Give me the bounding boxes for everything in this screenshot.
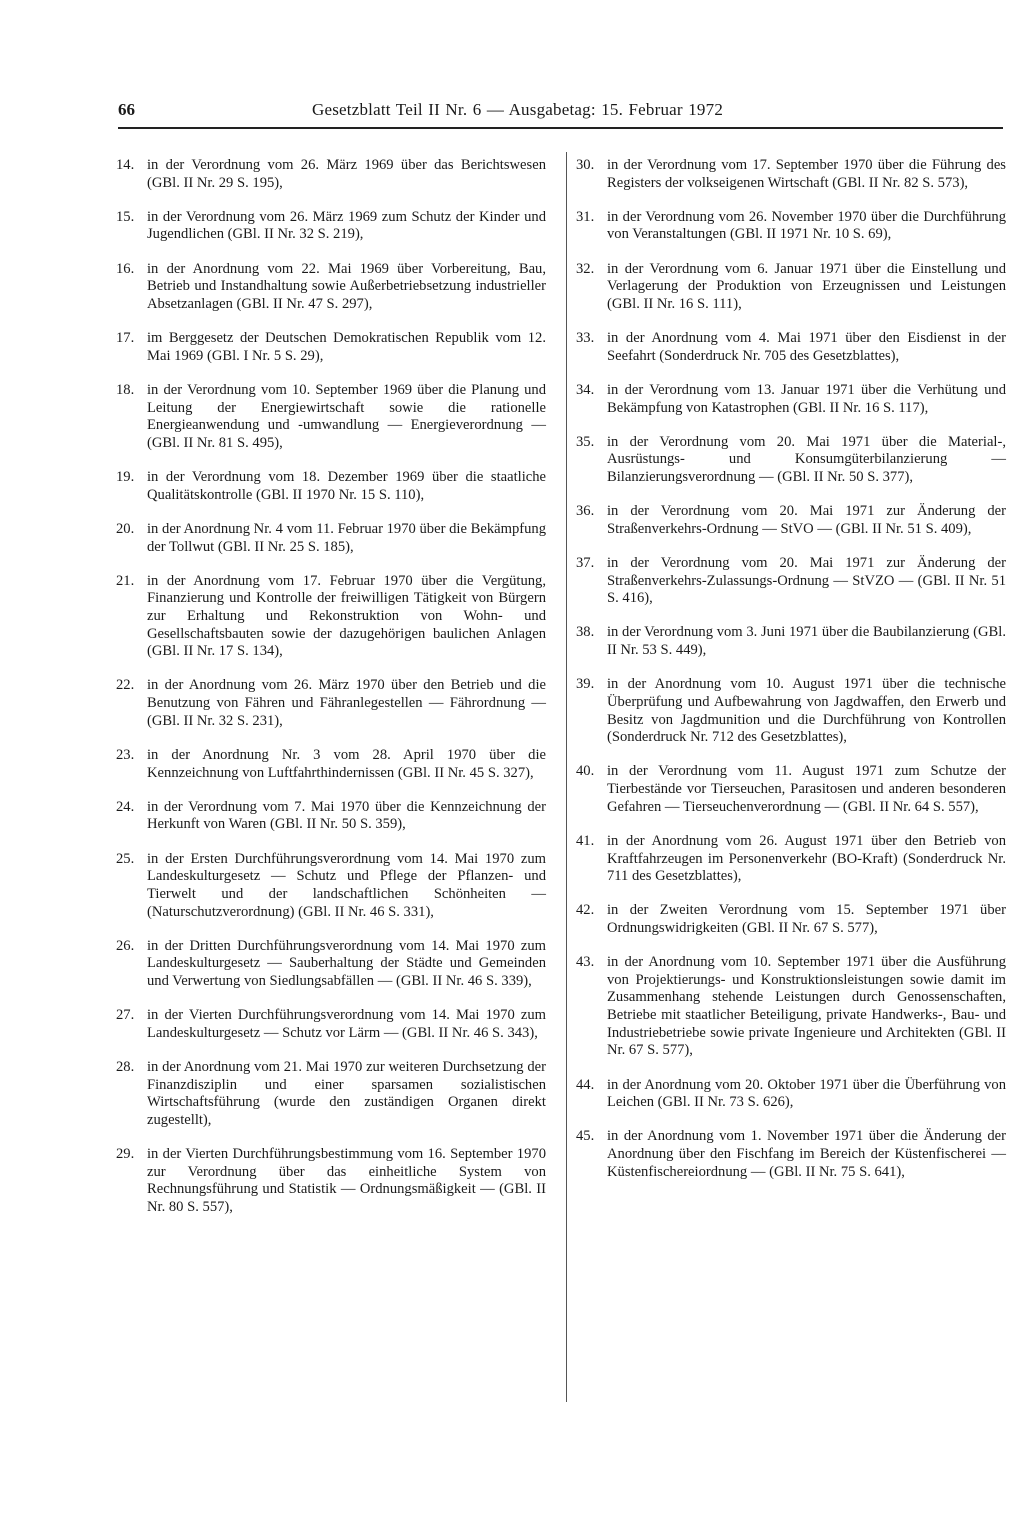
- list-item: [576, 676, 1006, 747]
- item-number: 25.: [116, 850, 135, 867]
- list-item: [576, 330, 1006, 365]
- list-item: [576, 1077, 1006, 1112]
- item-text: in der Anordnung vom 4. Mai 1971 über den Eisdienst in der Seefahrt (Sonderdruck Nr. 705 des Gesetzblattes),: [607, 330, 1006, 364]
- list-item: [116, 1146, 546, 1217]
- item-text: in der Anordnung vom 26. März 1970 über den Betrieb und die Benutzung von Fähren und Fähranlegestellen — Fährordnung — (GBl. II Nr. 32 S. 231),: [147, 677, 546, 729]
- item-number: 43.: [576, 954, 595, 971]
- item-number: 30.: [576, 157, 595, 173]
- item-number: 28.: [116, 1058, 135, 1075]
- list-item: [116, 677, 546, 730]
- item-text: in der Anordnung vom 10. September 1971 über die Ausführung von Projektierungs- und Konstruktionsleistungen sowie damit im Zusammenhang stehende Leistungen durch Genossenschaften, Betriebe mit staatlicher Beteiligung, private Handwerks-, Bau- und Industriebetriebe sowie private Ingenieure und Architekten (GBl. II Nr. 67 S. 577),: [607, 954, 1006, 1059]
- item-text: in der Zweiten Verordnung vom 15. September 1971 über Ordnungswidrigkeiten (GBl. II Nr. 67 S. 577),: [607, 902, 1006, 936]
- item-text: in der Verordnung vom 7. Mai 1970 über die Kennzeichnung der Herkunft von Waren (GBl. II Nr. 50 S. 359),: [147, 798, 546, 833]
- item-number: 42.: [576, 902, 595, 919]
- item-text: in der Verordnung vom 18. Dezember 1969 über die staatliche Qualitätskontrolle (GBl. II 1970 Nr. 15 S. 110),: [147, 469, 546, 503]
- item-number: 27.: [116, 1007, 135, 1024]
- left-column: [116, 157, 546, 1233]
- item-number: 40.: [576, 763, 595, 780]
- list-item: [116, 938, 546, 991]
- list-item: [116, 747, 546, 782]
- item-text: in der Verordnung vom 11. August 1971 zum Schutze der Tierbestände vor Tierseuchen, Parasitosen und anderen besonderen Gefahren — Tierseuchenverordnung — (GBl. II Nr. 64 S. 557),: [607, 763, 1006, 815]
- list-item: [576, 503, 1006, 538]
- list-item: [576, 954, 1006, 1060]
- item-number: 23.: [116, 746, 135, 763]
- list-item: [576, 382, 1006, 417]
- item-text: in der Anordnung vom 1. November 1971 über die Änderung der Anordnung über den Fischfang im Bereich der Küstenfischerei — Küstenfischereiordnung — (GBl. II Nr. 75 S. 641),: [607, 1128, 1006, 1180]
- item-number: 36.: [576, 503, 595, 520]
- item-text: in der Verordnung vom 20. Mai 1971 zur Änderung der Straßenverkehrs-Ordnung — StVO — (GBl. II Nr. 51 S. 409),: [607, 503, 1006, 537]
- list-item: [116, 330, 546, 365]
- item-number: 44.: [576, 1076, 595, 1093]
- list-item: [116, 1007, 546, 1042]
- item-number: 20.: [116, 520, 135, 537]
- item-text: in der Verordnung vom 26. März 1969 zum Schutz der Kinder und Jugendlichen (GBl. II Nr. 32 S. 219),: [147, 208, 546, 243]
- item-text: in der Verordnung vom 3. Juni 1971 über die Baubilanzierung (GBl. II Nr. 53 S. 449),: [607, 624, 1006, 659]
- list-item: [116, 573, 546, 661]
- item-text: in der Verordnung vom 20. Mai 1971 zur Änderung der Straßenverkehrs-Zulassungs-Ordnung — StVZO — (GBl. II Nr. 51 S. 416),: [607, 555, 1006, 607]
- page-number: 66: [118, 100, 135, 119]
- item-text: in der Verordnung vom 6. Januar 1971 über die Einstellung und Verlagerung der Produktion von Erzeugnissen und Leistungen (GBl. II Nr. 16 S. 111),: [607, 260, 1006, 312]
- item-text: in der Ersten Durchführungsverordnung vom 14. Mai 1970 zum Landeskulturgesetz — Schutz und Pflege der Pflanzen- und Tierwelt und der landschaftlichen Schönheiten — (Naturschutzverordnung) (GBl. II Nr. 46 S. 331),: [147, 850, 546, 920]
- list-item: [576, 624, 1006, 659]
- item-text: in der Verordnung vom 13. Januar 1971 über die Verhütung und Bekämpfung von Katastrophen (GBl. II Nr. 16 S. 117),: [607, 381, 1006, 416]
- item-number: 31.: [576, 208, 595, 225]
- item-number: 32.: [576, 260, 595, 277]
- item-number: 19.: [116, 469, 135, 486]
- item-text: in der Verordnung vom 17. September 1970 über die Führung des Registers der volkseigenen Wirtschaft (GBl. II Nr. 82 S. 573),: [607, 157, 1006, 191]
- header-title: Gesetzblatt Teil II Nr. 6 — Ausgabetag: 15. Februar 1972: [312, 100, 724, 119]
- item-number: 14.: [116, 157, 135, 173]
- item-number: 39.: [576, 676, 595, 693]
- item-text: im Berggesetz der Deutschen Demokratischen Republik vom 12. Mai 1969 (GBl. I Nr. 5 S. 29),: [147, 330, 546, 364]
- list-item: [576, 434, 1006, 487]
- item-number: 33.: [576, 330, 595, 347]
- item-number: 22.: [116, 677, 135, 694]
- item-text: in der Anordnung vom 20. Oktober 1971 über die Überführung von Leichen (GBl. II Nr. 73 S. 626),: [607, 1076, 1006, 1111]
- page-header: [118, 100, 1006, 132]
- list-item: [116, 157, 546, 192]
- item-number: 38.: [576, 624, 595, 641]
- item-text: in der Vierten Durchführungsverordnung vom 14. Mai 1970 zum Landeskulturgesetz — Schutz vor Lärm — (GBl. II Nr. 46 S. 343),: [147, 1007, 546, 1041]
- item-number: 26.: [116, 937, 135, 954]
- item-text: in der Anordnung vom 10. August 1971 über die technische Überprüfung und Aufbewahrung von Jagdwaffen, den Erwerb und Besitz von Jagdmunition und die Durchführung von Kontrollen (Sonderdruck Nr. 712 des Gesetzblattes),: [607, 676, 1006, 746]
- list-item: [116, 1059, 546, 1130]
- item-text: in der Verordnung vom 20. Mai 1971 über die Material-, Ausrüstungs- und Konsumgüterbilanzierung — Bilanzierungsverordnung — (GBl. II Nr. 50 S. 377),: [607, 433, 1006, 486]
- item-text: in der Verordnung vom 26. November 1970 über die Durchführung von Veranstaltungen (GBl. II 1971 Nr. 10 S. 69),: [607, 208, 1006, 243]
- list-item: [576, 555, 1006, 608]
- list-item: [116, 261, 546, 314]
- list-item: [576, 763, 1006, 816]
- item-number: 41.: [576, 832, 595, 849]
- item-number: 15.: [116, 208, 135, 225]
- list-item: [116, 382, 546, 453]
- header-rule: [118, 127, 1003, 129]
- item-text: in der Anordnung vom 26. August 1971 über den Betrieb von Kraftfahrzeugen im Personenverkehr (BO-Kraft) (Sonderdruck Nr. 711 des Gesetzblattes),: [607, 832, 1006, 885]
- item-number: 24.: [116, 798, 135, 815]
- right-column: [576, 157, 1006, 1198]
- list-item: [116, 469, 546, 504]
- list-item: [576, 1128, 1006, 1181]
- item-text: in der Anordnung vom 22. Mai 1969 über Vorbereitung, Bau, Betrieb und Instandhaltung sowie Außerbetriebsetzung industrieller Absetzanlagen (GBl. II Nr. 47 S. 297),: [147, 260, 546, 312]
- item-text: in der Anordnung Nr. 3 vom 28. April 1970 über die Kennzeichnung von Luftfahrthindernissen (GBl. II Nr. 45 S. 327),: [147, 746, 546, 781]
- item-text: in der Anordnung vom 17. Februar 1970 über die Vergütung, Finanzierung und Kontrolle der freiwilligen Tätigkeit von Bürgern zur Erhaltung und Rekonstruktion von Wohn- und Gesellschaftsbauten sowie der dazugehörigen baulichen Anlagen (GBl. II Nr. 17 S. 134),: [147, 572, 546, 660]
- item-text: in der Vierten Durchführungsbestimmung vom 16. September 1970 zur Verordnung über das einheitliche System von Rechnungsführung und Statistik — Ordnungsmäßigkeit — (GBl. II Nr. 80 S. 557),: [147, 1146, 546, 1216]
- list-item: [116, 209, 546, 244]
- item-number: 34.: [576, 381, 595, 398]
- item-text: in der Anordnung vom 21. Mai 1970 zur weiteren Durchsetzung der Finanzdisziplin und einer sparsamen sozialistischen Wirtschaftsführung (wurde den zuständigen Organen direkt zugestellt),: [147, 1058, 546, 1128]
- item-text: in der Dritten Durchführungsverordnung vom 14. Mai 1970 zum Landeskulturgesetz — Sauberhaltung der Städte und Gemeinden und Verwertung von Siedlungsabfällen — (GBl. II Nr. 46 S. 339),: [147, 937, 546, 989]
- item-number: 18.: [116, 381, 135, 398]
- list-item: [576, 209, 1006, 244]
- list-item: [116, 521, 546, 556]
- column-divider: [566, 152, 567, 1402]
- item-text: in der Verordnung vom 10. September 1969 über die Planung und Leitung der Energiewirtschaft sowie die rationelle Energieanwendung und -umwandlung — Energieverordnung — (GBl. II Nr. 81 S. 495),: [147, 381, 546, 451]
- list-item: [116, 851, 546, 922]
- list-item: [576, 902, 1006, 937]
- item-number: 35.: [576, 433, 595, 450]
- list-item: [576, 833, 1006, 886]
- item-number: 29.: [116, 1146, 135, 1163]
- item-number: 45.: [576, 1128, 595, 1145]
- item-number: 37.: [576, 555, 595, 571]
- item-number: 17.: [116, 330, 135, 347]
- item-number: 16.: [116, 260, 135, 277]
- list-item: [576, 157, 1006, 192]
- list-item: [576, 261, 1006, 314]
- item-text: in der Anordnung Nr. 4 vom 11. Februar 1970 über die Bekämpfung der Tollwut (GBl. II Nr. 25 S. 185),: [147, 520, 546, 555]
- list-item: [116, 799, 546, 834]
- item-text: in der Verordnung vom 26. März 1969 über das Berichtswesen (GBl. II Nr. 29 S. 195),: [147, 157, 546, 191]
- item-number: 21.: [116, 572, 135, 589]
